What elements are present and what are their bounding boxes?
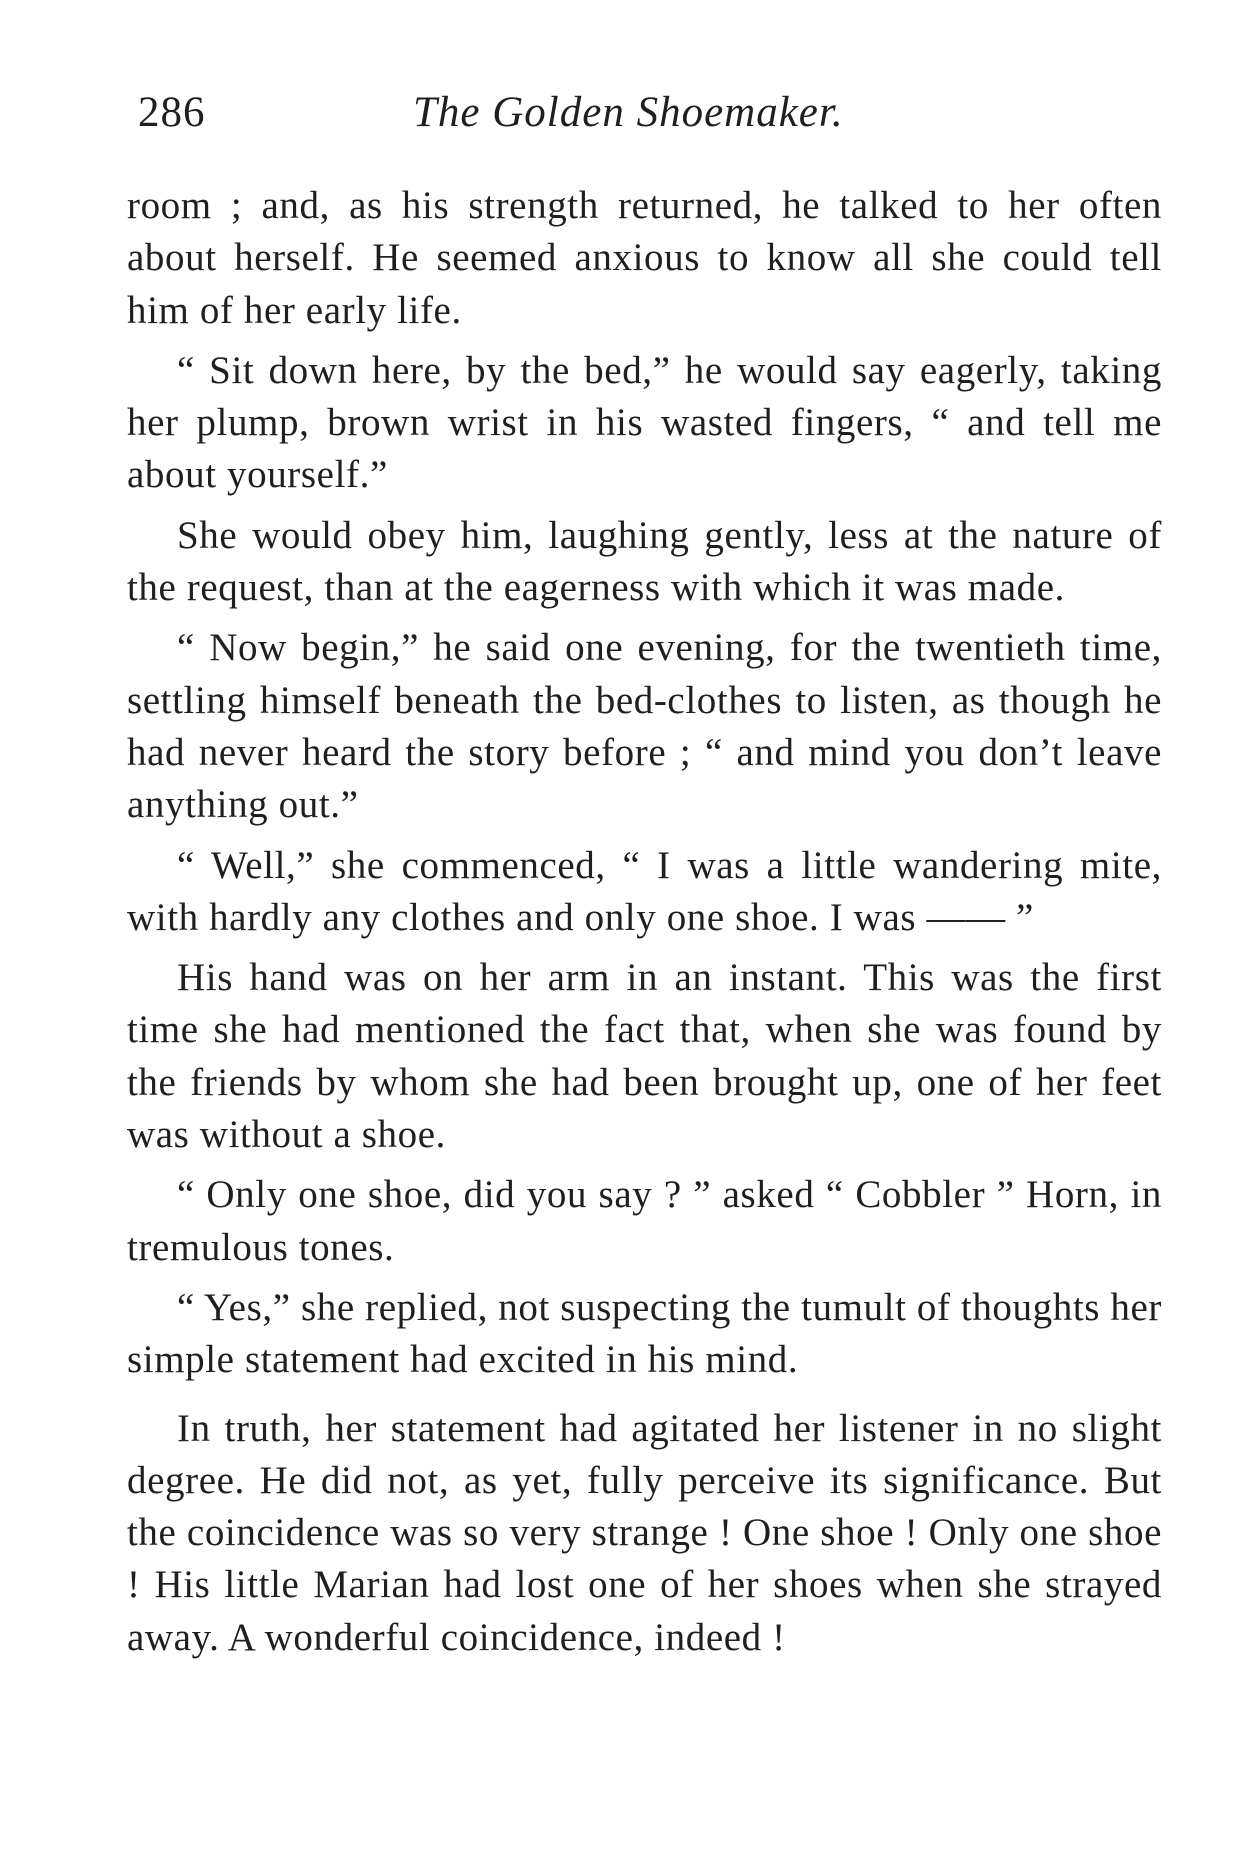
paragraph: His hand was on her arm in an instant. This was the first time she had mentioned the fact that, when she was found by the friends by whom she had been brought up, one of her feet was without a shoe. xyxy=(127,956,1162,1157)
paragraph: “ Now begin,” he said one evening, for the twentieth time, settling himself beneath the bed-clothes to listen, as though he had never heard the story before ; “ and mind you don’t leave anything out.” xyxy=(127,626,1162,827)
paragraph: “ Well,” she commenced, “ I was a little wandering mite, with hardly any clothes and only one shoe. I was —— ” xyxy=(127,843,1162,939)
paragraph: “ Sit down here, by the bed,” he would say eagerly, taking her plump, brown wrist in his wasted fingers, “ and tell me about yourself.” xyxy=(127,348,1162,497)
paragraph: “ Yes,” she replied, not suspecting the tumult of thoughts her simple statement had excited in his mind. xyxy=(127,1285,1162,1382)
paragraph: She would obey him, laughing gently, less at the nature of the request, than at the eagerness with which it was made. xyxy=(127,513,1162,610)
page-number: 286 xyxy=(138,89,206,136)
paragraph: In truth, her statement had agitated her listener in no slight degree. He did not, as yet, fully perceive its significance. But the coincidence was so very strange ! One shoe ! Only one shoe ! His little Marian had lost one of her shoes when she strayed away. A wonderful coincidence, indeed ! xyxy=(127,1406,1162,1659)
page-header xyxy=(138,88,1148,158)
body-text xyxy=(127,180,1162,1664)
paragraph: room ; and, as his strength returned, he talked to her often about herself. He seemed anxious to know all she could tell him of her early life. xyxy=(127,184,1162,332)
paragraph: “ Only one shoe, did you say ? ” asked “ Cobbler ” Horn, in tremulous tones. xyxy=(127,1173,1162,1269)
running-title: The Golden Shoemaker. xyxy=(413,89,844,136)
